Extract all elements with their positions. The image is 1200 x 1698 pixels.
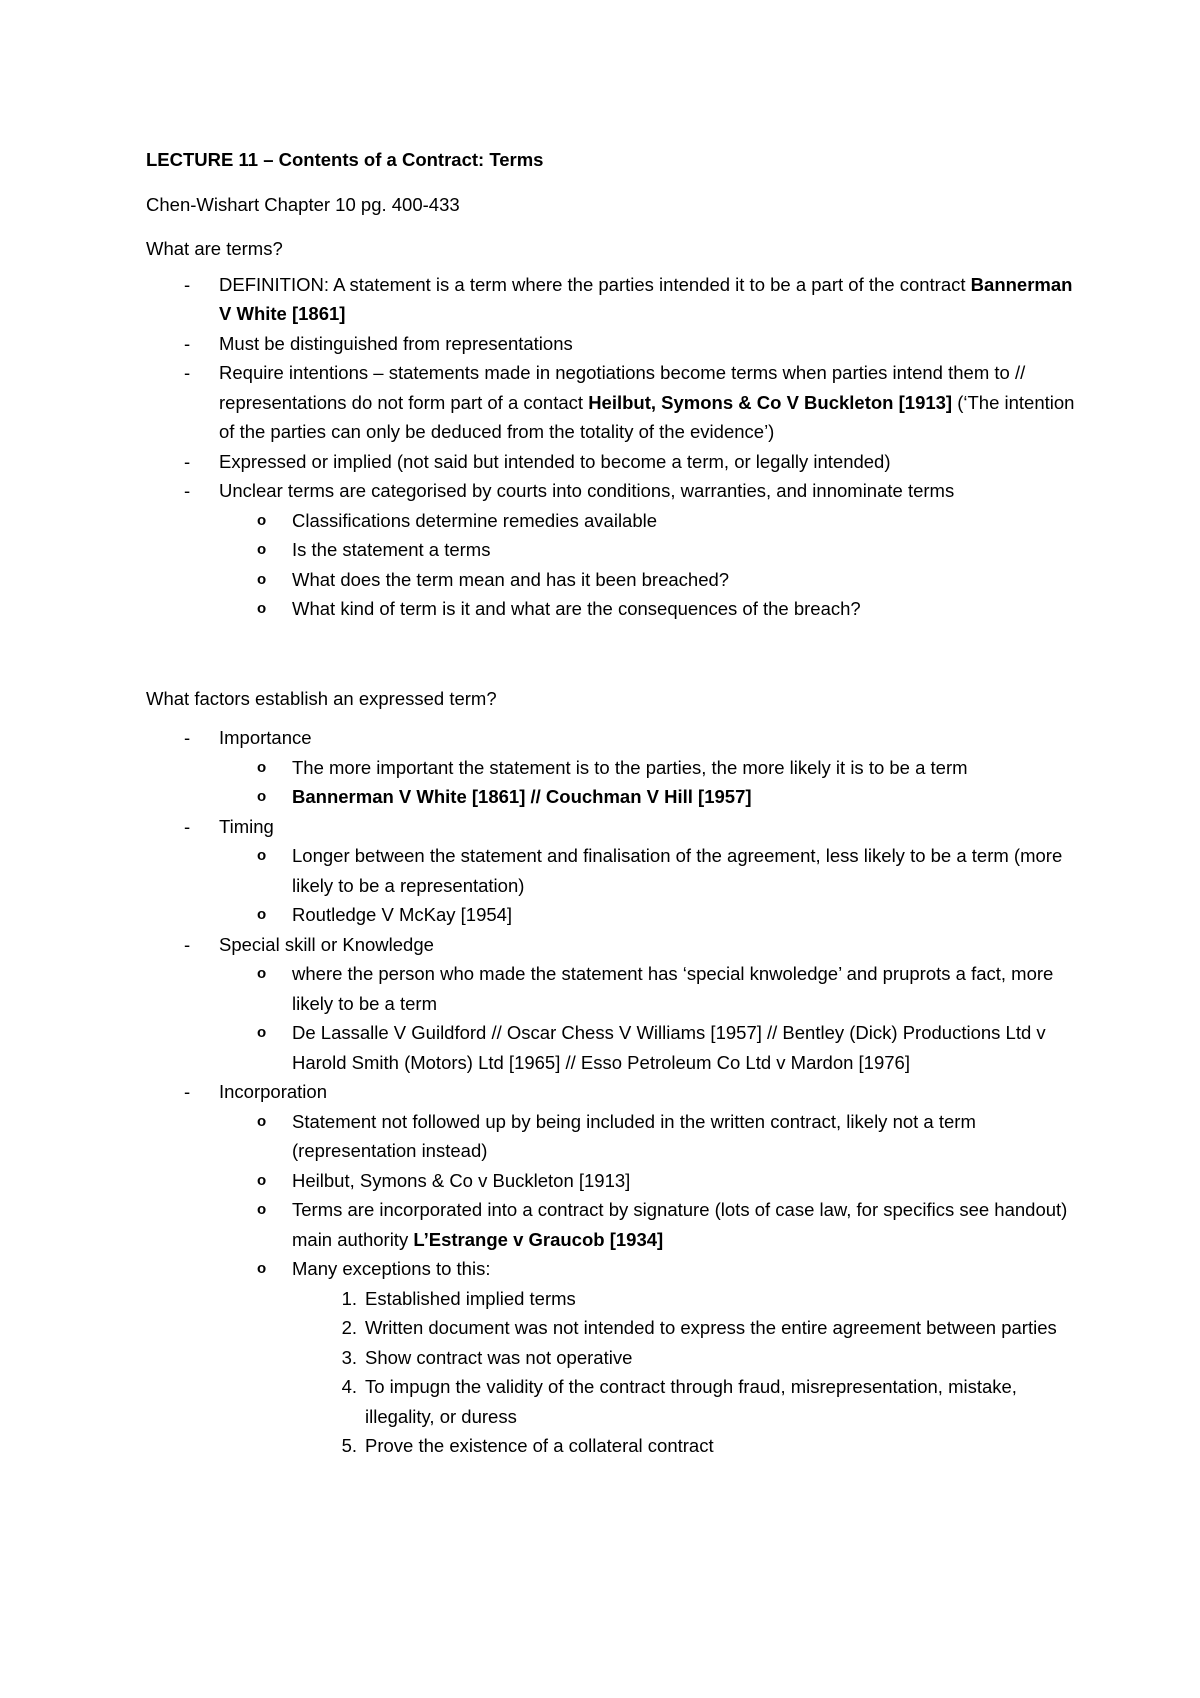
dash-marker: - (184, 450, 191, 472)
dash-marker: - (184, 727, 191, 748)
list-item: - Incorporation o Statement not followed up by being included in the written contract, likely not a term (representation instead) o Heilbut, Symons & Co v Buckleton [1913] o Terms are incorporated into a contract by signature (lots of case law, for specifics see handout) main authority L’Estrange v Graucob [1934] o Many exceptions to this: 1. Established implied terms 2. Written document was not intended to express the entire agreement between parties 3. Show contract was not operative 4. To impugn the validity of the contract through fraud, misrepresentation, mistake, illegality, or duress 5. Prove the existence of a collateral contract (146, 1077, 1080, 1461)
circle-marker: o (257, 965, 267, 982)
list-item: - Unclear terms are categorised by courts into conditions, warranties, and innominate terms o Classifications determine remedies available o Is the statement a terms o What does the term mean and has it been breached? o What kind of term is it and what are the consequences of the breach? (146, 476, 1080, 624)
list-item: - Require intentions – statements made in negotiations become terms when parties intend them to // representations do not form part of a contact Heilbut, Symons & Co V Buckleton [1913] (‘The intention of the parties can only be deduced from the totality of the evidence’) (146, 358, 1080, 447)
case-citation: Bannerman V White [1861] // Couchman V Hill [1957] (292, 786, 752, 807)
case-citation: Heilbut, Symons & Co V Buckleton [1913] (588, 391, 953, 413)
section-heading-what-are-terms: What are terms? (146, 238, 283, 259)
page-title: LECTURE 11 – Contents of a Contract: Terms (146, 149, 544, 170)
list-item: - Special skill or Knowledge o where the person who made the statement has ‘special knwoledge’ and pruprots a fact, more likely to be a term o De Lassalle V Guildford // Oscar Chess V Williams [1957] // Bentley (Dick) Productions Ltd v Harold Smith (Motors) Ltd [1965] // Esso Petroleum Co Ltd v Mardon [1976] (146, 930, 1080, 1078)
dash-marker: - (184, 933, 191, 955)
circle-marker: o (257, 570, 267, 588)
circle-marker: o (257, 1024, 267, 1041)
circle-marker: o (257, 600, 267, 617)
list-item: - DEFINITION: A statement is a term where the parties intended it to be a part of the contract Bannerman V White [1861] (146, 270, 1080, 329)
sub-list-item (219, 782, 1080, 812)
sub-list-item: o Longer between the statement and finalisation of the agreement, less likely to be a term (more likely to be a representation) (219, 841, 1080, 900)
dash-marker: - (184, 273, 191, 295)
numbered-item: 3. Show contract was not operative (292, 1343, 1080, 1373)
numbered-item: 1. Established implied terms (292, 1284, 1080, 1314)
terms-list (146, 270, 1080, 624)
reading-reference: Chen-Wishart Chapter 10 pg. 400-433 (146, 193, 460, 215)
sub-list (219, 1107, 1080, 1461)
circle-marker: o (257, 1112, 267, 1130)
circle-marker: o (257, 906, 267, 923)
dash-marker: - (184, 362, 191, 383)
circle-marker: o (257, 511, 267, 529)
sub-list (219, 841, 1080, 930)
sub-list-item: o Heilbut, Symons & Co v Buckleton [1913] (219, 1166, 1080, 1196)
list-item: - Importance o The more important the statement is to the parties, the more likely it is to be a term o Bannerman V White [1861] // Couchman V Hill [1957] (146, 723, 1080, 812)
dash-marker: - (184, 480, 191, 501)
dash-marker: - (184, 815, 191, 837)
number-marker: 5. (341, 1435, 357, 1456)
list-item: - Expressed or implied (not said but intended to become a term, or legally intended) (146, 447, 1080, 477)
number-marker: 3. (341, 1346, 357, 1368)
exceptions-list (292, 1284, 1080, 1461)
sub-list-item: o Routledge V McKay [1954] (219, 900, 1080, 930)
numbered-item: 4. To impugn the validity of the contract through fraud, misrepresentation, mistake, illegality, or duress (292, 1372, 1080, 1431)
sub-list-item: o What does the term mean and has it been breached? (219, 565, 1080, 595)
sub-list (219, 959, 1080, 1077)
factors-list (146, 723, 1080, 1461)
sub-list-item: o where the person who made the statement has ‘special knwoledge’ and pruprots a fact, more likely to be a term (219, 959, 1080, 1018)
dash-marker: - (184, 1081, 191, 1102)
list-item: - Timing o Longer between the statement and finalisation of the agreement, less likely to be a term (more likely to be a representation) o Routledge V McKay [1954] (146, 812, 1080, 930)
circle-marker: o (257, 1201, 267, 1218)
circle-marker: o (257, 788, 267, 805)
sub-list-item: o Is the statement a terms (219, 535, 1080, 565)
list-item: - Must be distinguished from representations (146, 329, 1080, 359)
sub-list-item: o Classifications determine remedies available (219, 506, 1080, 536)
sub-list-item: o Statement not followed up by being included in the written contract, likely not a term (representation instead) (219, 1107, 1080, 1166)
numbered-item: 2. Written document was not intended to express the entire agreement between parties (292, 1313, 1080, 1343)
number-marker: 4. (341, 1376, 357, 1397)
circle-marker: o (257, 758, 267, 776)
sub-list-item: o Terms are incorporated into a contract by signature (lots of case law, for specifics see handout) main authority L’Estrange v Graucob [1934] (219, 1195, 1080, 1254)
sub-list (219, 753, 1080, 812)
case-citation: Bannerman V White [1861] (219, 273, 1073, 324)
section-heading-expressed-term: What factors establish an expressed term? (146, 687, 497, 709)
numbered-item: 5. Prove the existence of a collateral contract (292, 1431, 1080, 1461)
sub-list-item: o The more important the statement is to the parties, the more likely it is to be a term (219, 753, 1080, 783)
case-citation: L’Estrange v Graucob [1934] (413, 1228, 664, 1250)
circle-marker: o (257, 847, 267, 864)
circle-marker: o (257, 1171, 267, 1189)
sub-list-item: o Many exceptions to this: 1. Established implied terms 2. Written document was not intended to express the entire agreement between parties 3. Show contract was not operative 4. To impugn the validity of the contract through fraud, misrepresentation, mistake, illegality, or duress 5. Prove the existence of a collateral contract (219, 1254, 1080, 1461)
dash-marker: - (184, 332, 191, 354)
sub-list (219, 506, 1080, 624)
number-marker: 2. (341, 1317, 357, 1338)
circle-marker: o (257, 541, 267, 558)
sub-list-item: o What kind of term is it and what are the consequences of the breach? (219, 594, 1080, 624)
circle-marker: o (257, 1260, 267, 1277)
sub-list-item: o De Lassalle V Guildford // Oscar Chess V Williams [1957] // Bentley (Dick) Productions Ltd v Harold Smith (Motors) Ltd [1965] // Esso Petroleum Co Ltd v Mardon [1976] (219, 1018, 1080, 1077)
number-marker: 1. (341, 1287, 357, 1309)
